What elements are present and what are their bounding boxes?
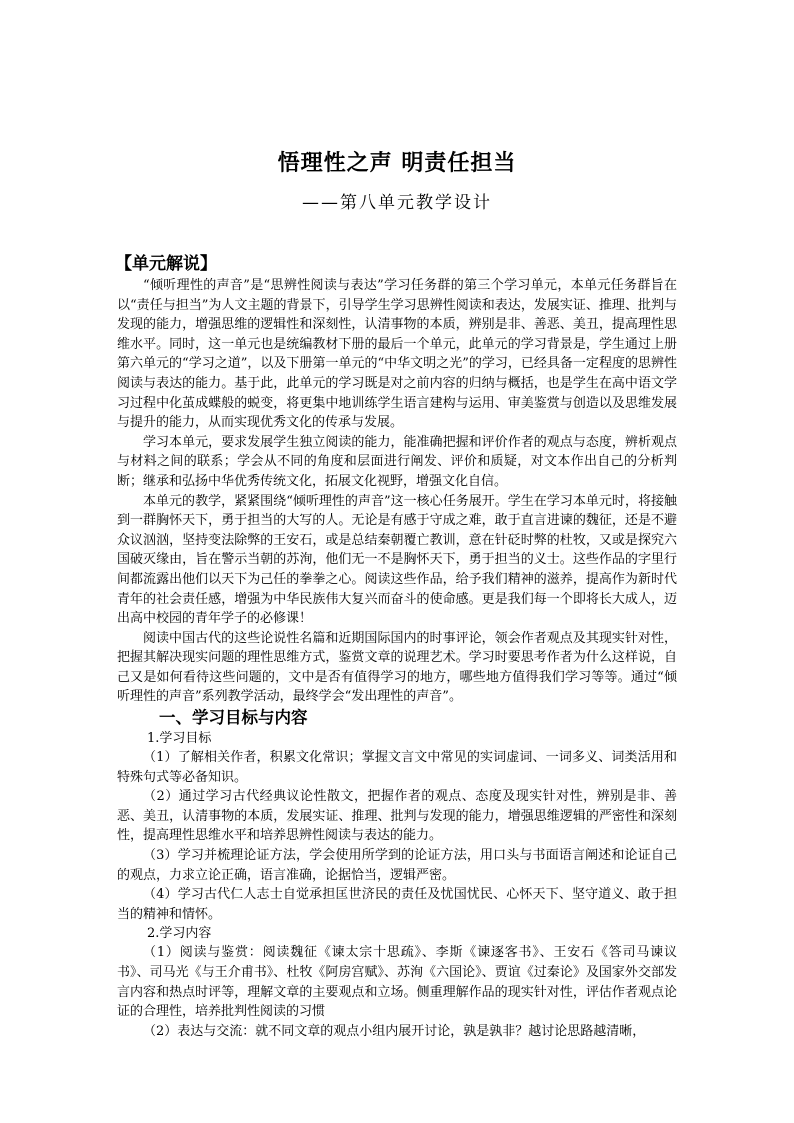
goal-item: （4）学习古代仁人志士自觉承担匡世济民的责任及忧国忧民、心怀天下、坚守道义、敢于担当的精神和情怀。: [117, 887, 677, 922]
paragraph: 本单元的教学，紧紧围绕“倾听理性的声音”这一核心任务展开。学生在学习本单元时，将接触到一群胸怀天下，勇于担当的大写的人。无论是有感于守成之难，敢于直言进谏的魏征，还是不避众议汹汹，坚持变法除弊的王安石，或是总结秦朝覆亡教训，意在针砭时弊的杜牧，又或是探究六国破灭缘由，旨在警示当朝的苏洵，他们无一不是胸怀天下，勇于担当的义士。这些作品的字里行间都流露出他们以天下为己任的拳拳之心。阅读这些作品，给予我们精神的滋养，提高作为新时代青年的社会责任感，增强为中华民族伟大复兴而奋斗的使命感。更是我们每一个即将长大成人，迈出高中校园的青年学子的必修课！: [117, 493, 677, 627]
section-heading-unit: 【单元解说】: [115, 254, 217, 274]
paragraph: “倾听理性的声音”是“思辨性阅读与表达”学习任务群的第三个学习单元，本单元任务群旨在以“责任与担当”为人文主题的背景下，引导学生学习思辨性阅读和表达，发展实证、推理、批判与发现的能力，增强思维的逻辑性和深刻性，认清事物的本质，辨别是非、善恶、美丑，提高理性思维水平。同时，这一单元也是统编教材下册的最后一个单元，此单元的学习背景是，学生通过上册第六单元的“学习之道”，以及下册第一单元的“中华文明之光”的学习，已经具备一定程度的思辨性阅读与表达的能力。基于此，此单元的学习既是对之前内容的归纳与概括，也是学生在高中语文学习过程中化茧成蝶般的蜕变，将更集中地训练学生语言建构与运用、审美鉴赏与创造以及思维发展与提升的能力，从而实现优秀文化的传承与发展。: [117, 278, 677, 431]
document-body: [117, 252, 677, 1041]
subheading-goals: 1.学习目标: [147, 731, 212, 747]
goal-item: （1）了解相关作者，积累文化常识；掌握文言文中常见的实词虚词、一词多义、词类活用和特殊句式等必备知识。: [117, 750, 677, 785]
paragraph: 阅读中国古代的这些论说性名篇和近期国际国内的时事评论，领会作者观点及其现实针对性，把握其解决现实问题的理性思维方式，鉴赏文章的说理艺术。学习时要思考作者为什么这样说，自己又是如何看待这些问题的，文中是否有值得学习的地方，哪些地方值得我们学习等等。通过“倾听理性的声音”系列教学活动，最终学会“发出理性的声音”。: [117, 630, 677, 705]
goal-item: （3）学习并梳理论证方法，学会使用所学到的论证方法，用口头与书面语言阐述和论证自己的观点，力求立论正确，语言准确，论据恰当，逻辑严密。: [117, 848, 677, 883]
paragraph: 学习本单元，要求发展学生独立阅读的能力，能准确把握和评价作者的观点与态度，辨析观点与材料之间的联系；学会从不同的角度和层面进行阐发、评价和质疑，对文本作出自己的分析判断；继承和弘扬中华优秀传统文化，拓展文化视野，增强文化自信。: [117, 434, 677, 489]
document-subtitle: ——第八单元教学设计: [302, 193, 492, 213]
content-item: （1）阅读与鉴赏：阅读魏征《谏太宗十思疏》、李斯《谏逐客书》、王安石《答司马谏议书》、司马光《与王介甫书》、杜牧《阿房宫赋》、苏洵《六国论》、贾谊《过秦论》及国家外交部发言内容和热点时评等，理解文章的主要观点和立场。侧重理解作品的现实针对性，评估作者观点论证的合理性，培养批判性阅读的习惯: [117, 945, 677, 1020]
content-item: （2）表达与交流：就不同文章的观点小组内展开讨论，孰是孰非？越讨论思路越清晰，: [143, 1023, 646, 1039]
section-heading-goals: 一、学习目标与内容: [159, 708, 308, 728]
subheading-contents: 2.学习内容: [147, 926, 212, 942]
goal-item: （2）通过学习古代经典议论性散文，把握作者的观点、态度及现实针对性，辨别是非、善恶、美丑，认清事物的本质，发展实证、推理、批判与发现的能力，增强思维逻辑的严密性和深刻性，提高理性思维水平和培养思辨性阅读与表达的能力。: [117, 789, 677, 844]
document-title: 悟理性之声 明责任担当: [277, 151, 517, 176]
